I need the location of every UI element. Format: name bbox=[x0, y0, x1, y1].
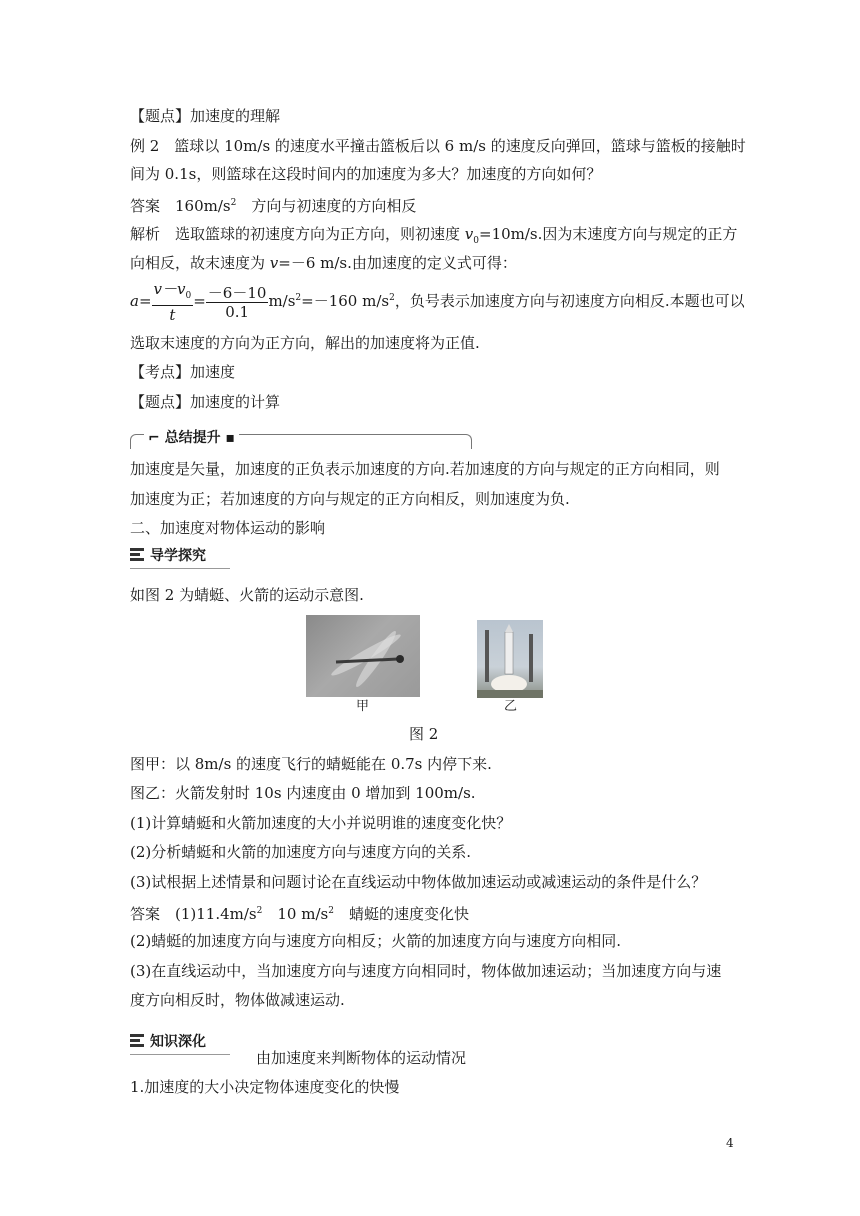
var-v: v bbox=[464, 225, 474, 243]
knowledge-deepen-header bbox=[130, 1032, 206, 1052]
answer-direction: 方向与初速度的方向相反 bbox=[236, 197, 417, 215]
figure-a-desc: 图甲：以 8m/s 的速度飞行的蜻蜓能在 0.7s 内停下来. bbox=[130, 755, 492, 773]
fraction-1 bbox=[152, 280, 194, 324]
topic-point-2: 【题点】加速度的计算 bbox=[130, 393, 281, 411]
formula-a: a bbox=[130, 292, 139, 310]
point-1: 1.加速度的大小决定物体速度变化的快慢 bbox=[130, 1078, 400, 1096]
formula-line bbox=[130, 280, 745, 324]
guided-inquiry-title: 导学探究 bbox=[150, 548, 206, 564]
var-v2: v bbox=[269, 254, 279, 272]
exam-point: 【考点】加速度 bbox=[130, 363, 236, 381]
fraction-2-den: 0.1 bbox=[225, 302, 250, 321]
answer-2-sup2: 2 bbox=[328, 906, 334, 916]
answer-2-line-3: (3)在直线运动中，当加速度方向与速度方向相同时，物体做加速运动；当加速度方向与速 bbox=[130, 962, 722, 980]
answer-2-a: 答案 (1)11.4m/s bbox=[130, 905, 257, 923]
summary-line-1: 加速度是矢量，加速度的正负表示加速度的方向.若加速度的方向与规定的正方向相同，则 bbox=[130, 460, 720, 478]
formula-result: =－160 m/s bbox=[301, 292, 390, 310]
question-3: (3)试根据上述情景和问题讨论在直线运动中物体做加速运动或减速运动的条件是什么？ bbox=[130, 873, 707, 891]
analysis-line-2 bbox=[130, 253, 517, 273]
summary-bullet-icon: ⌐ bbox=[148, 430, 160, 446]
list-icon bbox=[130, 548, 144, 562]
analysis2-text-b: =－6 m/s.由加速度的定义式可得： bbox=[278, 254, 517, 272]
guided-inquiry-header bbox=[130, 546, 206, 566]
answer-sup: 2 bbox=[230, 198, 237, 208]
figure-caption: 图 2 bbox=[409, 725, 439, 743]
answer-2-line-1 bbox=[130, 901, 469, 924]
knowledge-deepen-title: 知识深化 bbox=[150, 1034, 206, 1050]
formula-unit-sup: 2 bbox=[295, 293, 302, 303]
answer-2-c: 蜻蜓的速度变化快 bbox=[333, 905, 469, 923]
page-number: 4 bbox=[726, 1136, 734, 1150]
question-2: (2)分析蜻蜓和火箭的加速度方向与速度方向的关系. bbox=[130, 843, 472, 861]
example-2-line-2: 间为 0.1s，则篮球在这段时间内的加速度为多大？加速度的方向如何？ bbox=[130, 165, 602, 183]
answer-2-line-4: 度方向相反时，物体做减速运动. bbox=[130, 991, 345, 1009]
dragonfly-photo bbox=[306, 615, 420, 697]
analysis-line-1 bbox=[130, 224, 737, 251]
fraction-2 bbox=[206, 284, 269, 321]
formula-eq: = bbox=[138, 292, 152, 310]
summary-box-bullet: ▪ bbox=[225, 430, 235, 446]
fraction-1-num: v－v bbox=[153, 280, 186, 298]
list-icon bbox=[130, 1034, 144, 1048]
summary-box-header bbox=[130, 427, 470, 449]
analysis-text-a: 解析 选取篮球的初速度方向为正方向，则初速度 bbox=[130, 225, 465, 243]
example-2-line-1: 例 2 篮球以 10m/s 的速度水平撞击篮板后以 6 m/s 的速度反向弹回，篮球与篮板的接触时 bbox=[130, 137, 746, 155]
rocket-icon bbox=[477, 620, 543, 698]
image-label-yi: 乙 bbox=[504, 699, 518, 714]
analysis-line-4: 选取末速度的方向为正方向，解出的加速度将为正值. bbox=[130, 334, 480, 352]
formula-unit: m/s bbox=[268, 292, 296, 310]
answer-2-line-2: (2)蜻蜓的加速度方向与速度方向相反；火箭的加速度方向与速度方向相同. bbox=[130, 932, 622, 950]
answer-line bbox=[130, 193, 416, 216]
formula-eq-2: = bbox=[193, 292, 206, 310]
header-rule bbox=[130, 1054, 230, 1055]
summary-box-title bbox=[144, 427, 239, 447]
image-label-jia: 甲 bbox=[356, 699, 370, 714]
figure-intro: 如图 2 为蜻蜓、火箭的运动示意图. bbox=[130, 586, 364, 604]
rocket-photo bbox=[477, 620, 543, 698]
analysis-text-b: =10m/s.因为末速度方向与规定的正方 bbox=[479, 225, 738, 243]
topic-point-1: 【题点】加速度的理解 bbox=[130, 107, 281, 125]
question-1: (1)计算蜻蜓和火箭加速度的大小并说明谁的速度变化快？ bbox=[130, 814, 512, 832]
analysis2-text-a: 向相反，故末速度为 bbox=[130, 254, 270, 272]
var-v-sub: 0 bbox=[473, 236, 479, 246]
section-2-heading: 二、加速度对物体运动的影响 bbox=[130, 519, 326, 537]
sub-title: 由加速度来判断物体的运动情况 bbox=[256, 1049, 467, 1067]
summary-box-title-text: 总结提升 bbox=[164, 430, 221, 446]
summary-line-2: 加速度为正；若加速度的方向与规定的正方向相反，则加速度为负. bbox=[130, 490, 570, 508]
formula-result-sup: 2 bbox=[389, 293, 395, 303]
answer-text: 答案 160m/s bbox=[130, 197, 231, 215]
fraction-1-den: t bbox=[169, 306, 176, 324]
fraction-2-num: －6－10 bbox=[207, 283, 267, 302]
dragonfly-icon bbox=[306, 615, 420, 697]
answer-2-sup1: 2 bbox=[256, 906, 263, 916]
fraction-1-sub: 0 bbox=[185, 291, 192, 301]
formula-tail: ，负号表示加速度方向与初速度方向相反.本题也可以 bbox=[394, 292, 745, 310]
figure-b-desc: 图乙：火箭发射时 10s 内速度由 0 增加到 100m/s. bbox=[130, 784, 476, 802]
answer-2-b: 10 m/s bbox=[262, 905, 329, 923]
header-rule bbox=[130, 568, 230, 569]
